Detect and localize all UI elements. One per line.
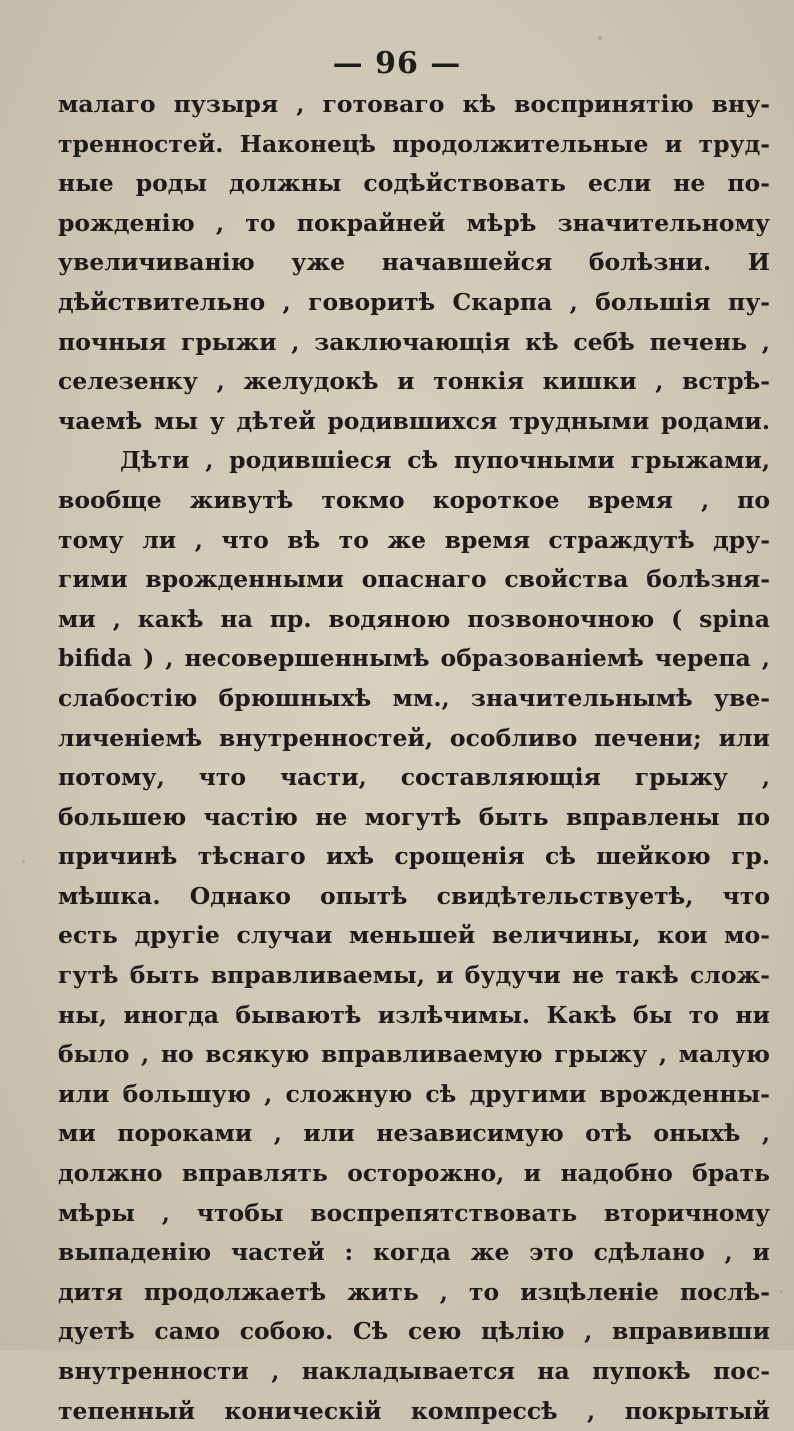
text-line: селезенку , желудокѣ и тонкія кишки , встрѣ- — [58, 367, 770, 396]
paper-speck — [598, 36, 602, 40]
text-line: дуетѣ само собою. Сѣ сею цѣлію , вправивши — [58, 1317, 770, 1346]
text-line: причинѣ тѣснаго ихѣ срощенія сѣ шейкою гр. — [58, 842, 770, 871]
text-line: дѣйствительно , говоритѣ Скарпа , большія пу- — [58, 287, 770, 316]
text-line: слабостію брюшныхѣ мм., значительнымѣ уве- — [58, 683, 770, 712]
text-line: должно вправлять осторожно, и надобно брать — [58, 1159, 770, 1188]
page-number: — 96 — — [332, 46, 462, 81]
text-line: ми пороками , или независимую отѣ оныхѣ , — [58, 1119, 770, 1148]
text-line: bifida ) , несовершеннымѣ образованіемѣ черепа , — [58, 644, 770, 673]
text-line: увеличиванію уже начавшейся болѣзни. И — [58, 248, 770, 277]
text-line: ми , какѣ на пр. водяною позвоночною ( spina — [58, 604, 770, 633]
paper-speck — [780, 1290, 783, 1293]
text-line: ные роды должны содѣйствовать если не по- — [58, 169, 770, 198]
text-line: ны, иногда бываютѣ излѣчимы. Какѣ бы то ни — [58, 1000, 770, 1029]
text-line: или большую , сложную сѣ другими врожденны- — [58, 1079, 770, 1108]
text-line: гими врожденными опаснаго свойства болѣзня- — [58, 565, 770, 594]
text-line: вообще живутѣ токмо короткое время , по — [58, 485, 770, 514]
text-line: тренностей. Наконецѣ продолжительные и труд- — [58, 129, 770, 158]
paper-speck — [22, 860, 25, 863]
text-line: большею частію не могутѣ быть вправлены по — [58, 802, 770, 831]
text-line: гутѣ быть вправливаемы, и будучи не такѣ слож- — [58, 961, 770, 990]
text-line: мѣры , чтобы воспрепятствовать вторичному — [58, 1198, 770, 1227]
text-line: малаго пузыря , готоваго кѣ воспринятію вну- — [58, 90, 770, 118]
text-line: личеніемѣ внутренностей, особливо печени; или — [58, 723, 770, 752]
text-line: есть другіе случаи меньшей величины, кои мо- — [58, 921, 770, 950]
text-line-paragraph-start: Дѣти , родившіеся сѣ пупочными грыжами, — [120, 446, 770, 475]
text-line: потому, что части, составляющія грыжу , — [58, 763, 770, 792]
text-line: внутренности , накладывается на пупокѣ пос- — [58, 1357, 770, 1385]
text-line: чаемѣ мы у дѣтей родившихся трудными родами. — [58, 406, 770, 435]
text-line: почныя грыжи , заключающія кѣ себѣ печень , — [58, 327, 770, 356]
text-line: рожденію , то покрайней мѣрѣ значительному — [58, 208, 770, 237]
text-line: тому ли , что вѣ то же время страждутѣ дру- — [58, 525, 770, 554]
text-line: было , но всякую вправливаемую грыжу , малую — [58, 1040, 770, 1069]
text-line: тепенный коническій компрессѣ , покрытый — [58, 1396, 770, 1425]
body-text — [58, 85, 770, 1431]
text-line: дитя продолжаетѣ жить , то изцѣленіе послѣ- — [58, 1277, 770, 1306]
text-line: выпаденію частей : когда же это сдѣлано , и — [58, 1238, 770, 1267]
text-line: мѣшка. Однако опытѣ свидѣтельствуетѣ, что — [58, 881, 770, 910]
